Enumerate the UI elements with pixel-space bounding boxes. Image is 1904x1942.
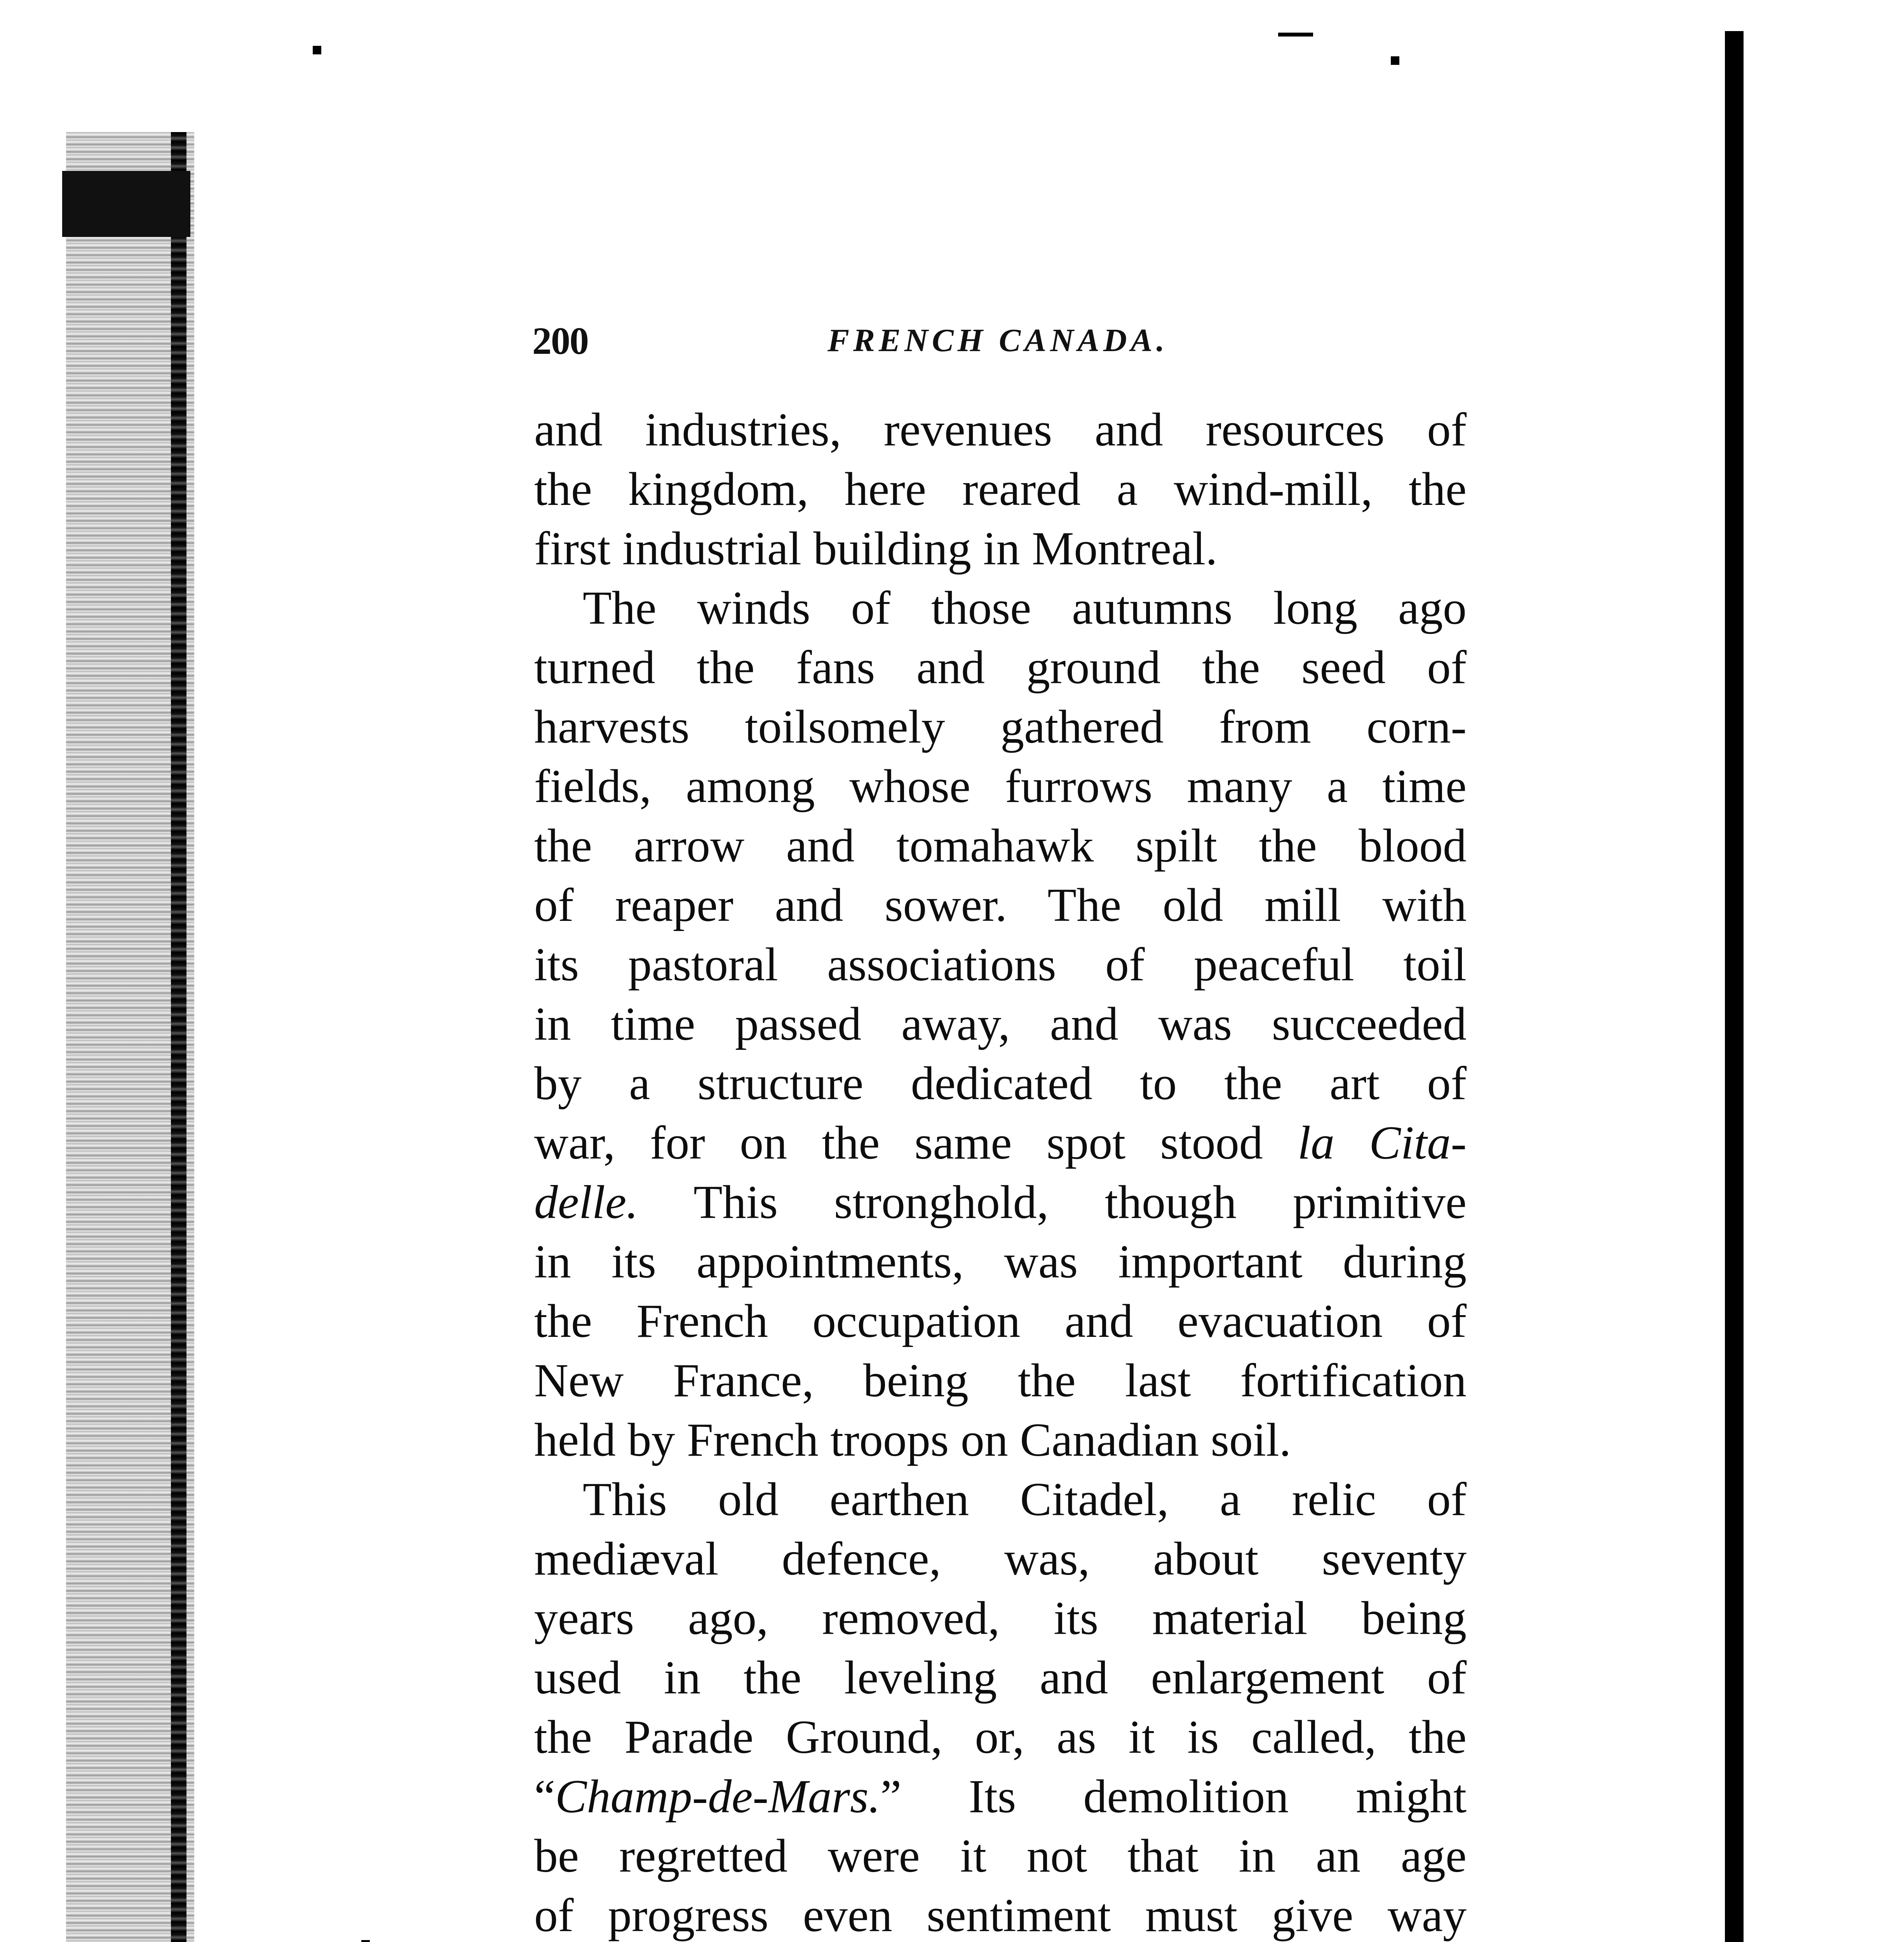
text-line	[534, 1767, 1467, 1826]
text-line: and industries, revenues and resources of	[534, 404, 1467, 456]
text-line: in its appointments, was important during	[534, 1236, 1467, 1288]
scan-speck	[1278, 33, 1313, 37]
text-line: first industrial building in Montreal.	[534, 522, 1218, 575]
text-line	[534, 1173, 1467, 1232]
text-line: years ago, removed, its material being	[534, 1592, 1467, 1644]
text-line: in time passed away, and was succeeded	[534, 998, 1467, 1050]
scan-speck	[361, 1940, 370, 1942]
text-line: the French occupation and evacuation of	[534, 1295, 1467, 1347]
text-line	[534, 1113, 1467, 1173]
text-line: of reaper and sower. The old mill with	[534, 879, 1467, 931]
page-number: 200	[532, 319, 588, 362]
text-line: The winds of those autumns long ago	[583, 582, 1467, 634]
text-segment: ” Its demolition might	[880, 1770, 1467, 1823]
text-line: the kingdom, here reared a wind-mill, the	[534, 463, 1467, 515]
running-title: FRENCH CANADA.	[827, 322, 1169, 358]
italic-text: la Cita-	[1298, 1117, 1467, 1169]
text-segment: This stronghold, though primitive	[638, 1176, 1467, 1229]
body-text	[534, 400, 1467, 1942]
italic-text: delle.	[534, 1176, 638, 1229]
text-line: harvests toilsomely gathered from corn-	[534, 701, 1467, 753]
text-segment: war, for on the same spot stood	[534, 1117, 1298, 1169]
text-line: New France, being the last fortification	[534, 1354, 1467, 1407]
scan-speck	[313, 46, 321, 54]
text-segment: “	[534, 1770, 556, 1823]
text-line: its pastoral associations of peaceful toil	[534, 938, 1467, 991]
italic-text: Champ-de-Mars.	[555, 1770, 881, 1823]
scan-right-edge-bar	[1725, 31, 1744, 1942]
text-line: of progress even sentiment must give way	[534, 1889, 1467, 1942]
text-line: mediæval defence, was, about seventy	[534, 1533, 1467, 1585]
text-line: be regretted were it not that in an age	[534, 1830, 1467, 1882]
text-line: held by French troops on Canadian soil.	[534, 1414, 1291, 1466]
text-line: by a structure dedicated to the art of	[534, 1057, 1467, 1110]
scan-binding-edge	[171, 132, 186, 1942]
text-line: This old earthen Citadel, a relic of	[583, 1473, 1467, 1526]
scan-binding-block	[62, 171, 190, 237]
text-line: turned the fans and ground the seed of	[534, 641, 1467, 694]
text-line: the Parade Ground, or, as it is called, the	[534, 1711, 1467, 1763]
text-line: fields, among whose furrows many a time	[534, 760, 1467, 813]
text-line: the arrow and tomahawk spilt the blood	[534, 820, 1467, 872]
running-header	[532, 318, 1472, 369]
scan-speck	[1391, 56, 1399, 65]
text-line: used in the leveling and enlargement of	[534, 1651, 1467, 1704]
